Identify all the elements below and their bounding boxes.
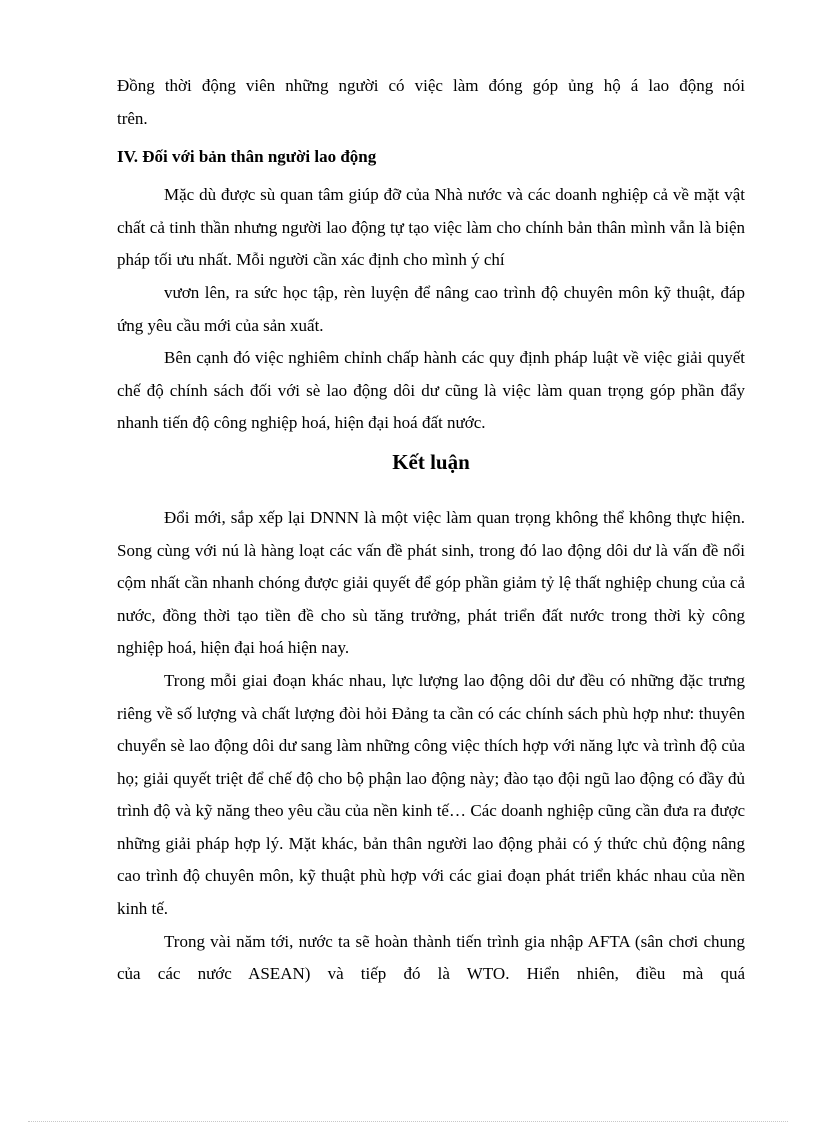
paragraph-section-2-text: vươn lên, ra sức học tập, rèn luyện để nâng cao trình độ chuyên môn kỹ thuật, đáp ứng yêu cầu mới của sản xuất. xyxy=(117,282,745,335)
page-bottom-divider xyxy=(28,1121,788,1122)
paragraph-intro-line-1: Đồng thời động viên những người có việc làm đóng góp ủng hộ á lao động nói xyxy=(117,76,745,95)
paragraph-conclusion-1: Đổi mới, sắp xếp lại DNNN là một việc làm quan trọng không thể không thực hiện. Song cùng với nú là hàng loạt các vấn đề phát sinh, trong đó lao động dôi dư là vấn đề nổi cộm nhất cần nhanh chóng được giải quyết để góp phần giảm tỷ lệ thất nghiệp chung của cả nước, đồng thời tạo tiền đề cho sù tăng trưởng, phát triển đất nước trong thời kỳ công nghiệp hoá, hiện đại hoá hiện nay. xyxy=(117,507,745,658)
paragraph-section-2 xyxy=(117,277,745,342)
paragraph-section-1: Mặc dù được sù quan tâm giúp đỡ của Nhà nước và các doanh nghiệp cả về mặt vật chất cả tinh thần nhưng người lao động tự tạo việc làm cho chính bản thân mình vẫn là biện pháp tối ưu nhất. Mỗi người cần xác định cho mình ý chí xyxy=(117,185,745,270)
paragraph-conclusion-2: Trong mỗi giai đoạn khác nhau, lực lượng lao động dôi dư đều có những đặc trưng riêng về số lượng và chất lượng đòi hỏi Đảng ta cần có các chính sách phù hợp như: thuyên chuyển sè lao động dôi dư sang làm những công việc thích hợp với năng lực và trình độ của họ; giải quyết triệt để chế độ cho bộ phận lao động này; đào tạo đội ngũ lao động có đầy đủ trình độ và kỹ năng theo yêu cầu của nền kinh tế… Các doanh nghiệp cũng cần đưa ra được những giải pháp hợp lý. Mặt khác, bản thân người lao động phải có ý thức chủ động nâng cao trình độ chuyên môn, kỹ thuật phù hợp với các giai đoạn phát triển khác nhau của nền kinh tế. xyxy=(117,670,745,919)
document-page xyxy=(117,70,745,991)
conclusion-title: Kết luận xyxy=(392,449,470,474)
paragraph-conclusion-3: Trong vài năm tới, nước ta sẽ hoàn thành tiến trình gia nhập AFTA (sân chơi chung của các nước ASEAN) và tiếp đó là WTO. Hiển nhiên, điều mà quá xyxy=(117,931,745,984)
paragraph-intro-line-2: trên. xyxy=(117,108,148,128)
paragraph-section-3: Bên cạnh đó việc nghiêm chỉnh chấp hành các quy định pháp luật về việc giải quyết chế độ chính sách đối với sè lao động dôi dư cũng là việc làm quan trọng góp phần đẩy nhanh tiến độ công nghiệp hoá, hiện đại hoá đất nước. xyxy=(117,348,745,433)
section-heading: IV. Đối với bản thân người lao động xyxy=(117,147,377,167)
